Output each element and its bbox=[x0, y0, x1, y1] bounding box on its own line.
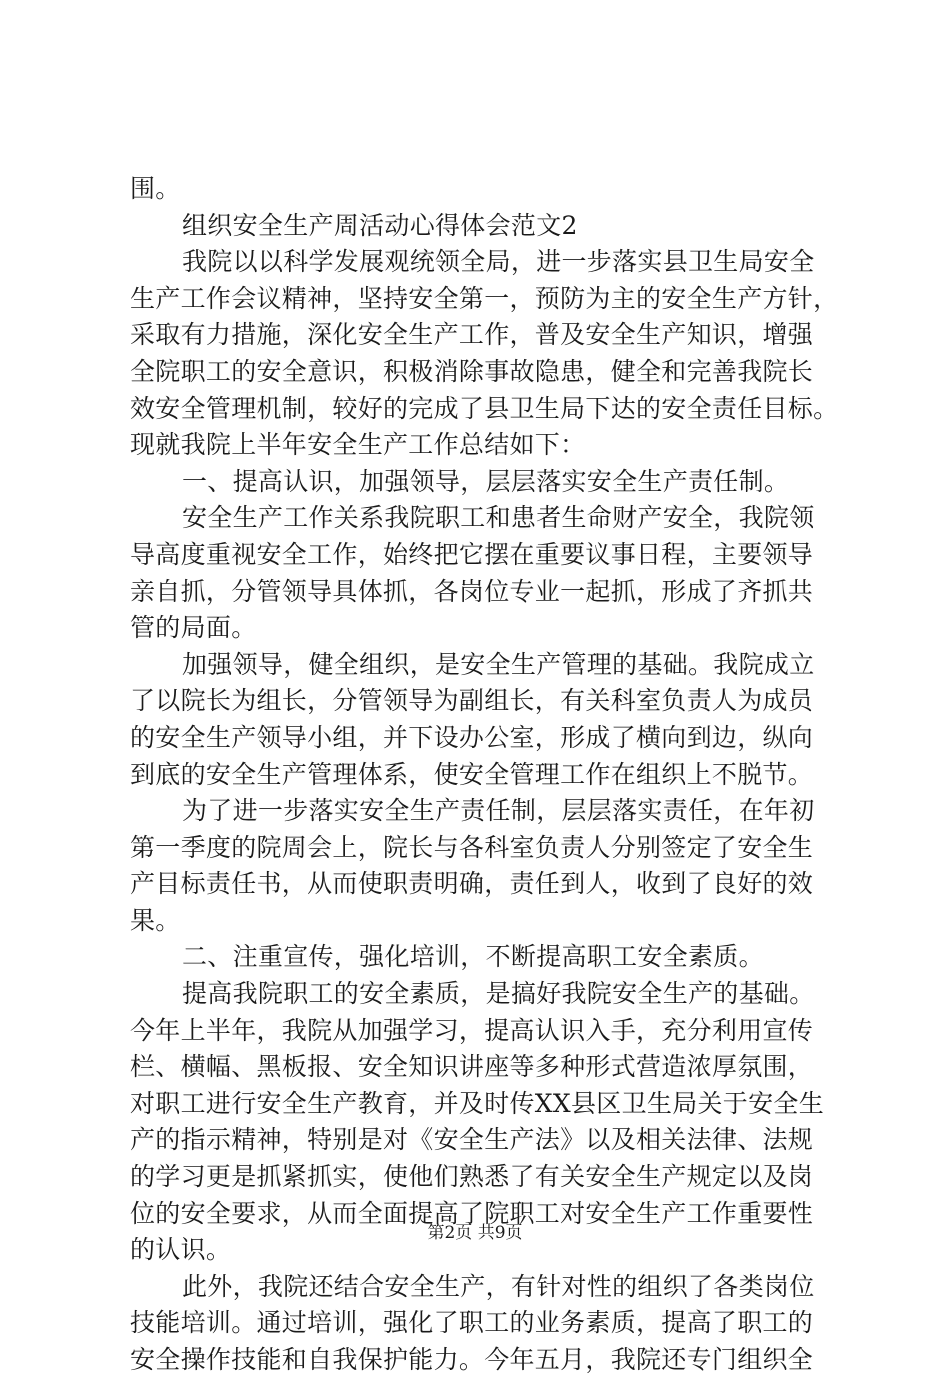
text-line: 管的局面。 bbox=[130, 613, 257, 643]
text-line: 加强领导，健全组织，是安全生产管理的基础。我院成立 bbox=[182, 649, 815, 679]
text-line: 的安全生产领导小组，并下设办公室，形成了横向到边，纵向 bbox=[130, 722, 814, 752]
text-line: 提高我院职工的安全素质，是搞好我院安全生产的基础。 bbox=[182, 979, 815, 1009]
text-line: 栏、横幅、黑板报、安全知识讲座等多种形式营造浓厚氛围， bbox=[130, 1052, 814, 1082]
text-line: 我院以以科学发展观统领全局，进一步落实县卫生局安全 bbox=[182, 247, 815, 277]
text-line: 现就我院上半年安全生产工作总结如下： bbox=[130, 430, 586, 460]
text-line: 的认识。 bbox=[130, 1235, 232, 1265]
text-line: 此外，我院还结合安全生产，有针对性的组织了各类岗位 bbox=[182, 1271, 815, 1301]
text-line: 安全生产工作关系我院职工和患者生命财产安全，我院领 bbox=[182, 503, 815, 533]
page-footer: 第2页 共9页 bbox=[427, 1223, 523, 1243]
text-line: 围。 bbox=[130, 174, 181, 203]
text-line: 组织安全生产周活动心得体会范文2 bbox=[182, 210, 578, 240]
text-line: 一、提高认识，加强领导，层层落实安全生产责任制。 bbox=[182, 466, 790, 496]
text-line: 位的安全要求，从而全面提高了院职工对安全生产工作重要性 bbox=[130, 1198, 814, 1228]
text-line: 产目标责任书，从而使职责明确，责任到人，收到了良好的效 bbox=[130, 869, 814, 899]
text-line: 果。 bbox=[130, 905, 181, 935]
text-line: 效安全管理机制，较好的完成了县卫生局下达的安全责任目标。 bbox=[130, 393, 839, 423]
text-line: 亲自抓，分管领导具体抓，各岗位专业一起抓，形成了齐抓共 bbox=[130, 576, 814, 606]
text-line: 全院职工的安全意识，积极消除事故隐患，健全和完善我院长 bbox=[130, 356, 814, 386]
text-line: 的学习更是抓紧抓实，使他们熟悉了有关安全生产规定以及岗 bbox=[130, 1162, 814, 1192]
text-line: 生产工作会议精神，坚持安全第一，预防为主的安全生产方针， bbox=[130, 283, 839, 313]
text-line: 对职工进行安全生产教育，并及时传XX县区卫生局关于安全生 bbox=[130, 1088, 824, 1118]
text-line: 采取有力措施，深化安全生产工作，普及安全生产知识，增强 bbox=[130, 320, 814, 350]
text-line: 二、注重宣传，强化培训，不断提高职工安全素质。 bbox=[182, 942, 764, 972]
text-line: 到底的安全生产管理体系，使安全管理工作在组织上不脱节。 bbox=[130, 759, 814, 789]
text-line: 产的指示精神，特别是对《安全生产法》以及相关法律、法规 bbox=[130, 1125, 814, 1155]
text-line: 了以院长为组长，分管领导为副组长，有关科室负责人为成员 bbox=[130, 686, 814, 716]
text-line: 第一季度的院周会上，院长与各科室负责人分别签定了安全生 bbox=[130, 832, 814, 862]
document-body bbox=[130, 171, 839, 1379]
text-line: 为了进一步落实安全生产责任制，层层落实责任，在年初 bbox=[182, 796, 815, 826]
text-line: 导高度重视安全工作，始终把它摆在重要议事日程，主要领导 bbox=[130, 539, 814, 569]
text-line: 今年上半年，我院从加强学习，提高认识入手，充分利用宣传 bbox=[130, 1015, 814, 1045]
text-line: 技能培训。通过培训，强化了职工的业务素质，提高了职工的 bbox=[130, 1308, 814, 1338]
text-line: 安全操作技能和自我保护能力。今年五月，我院还专门组织全 bbox=[130, 1345, 814, 1374]
